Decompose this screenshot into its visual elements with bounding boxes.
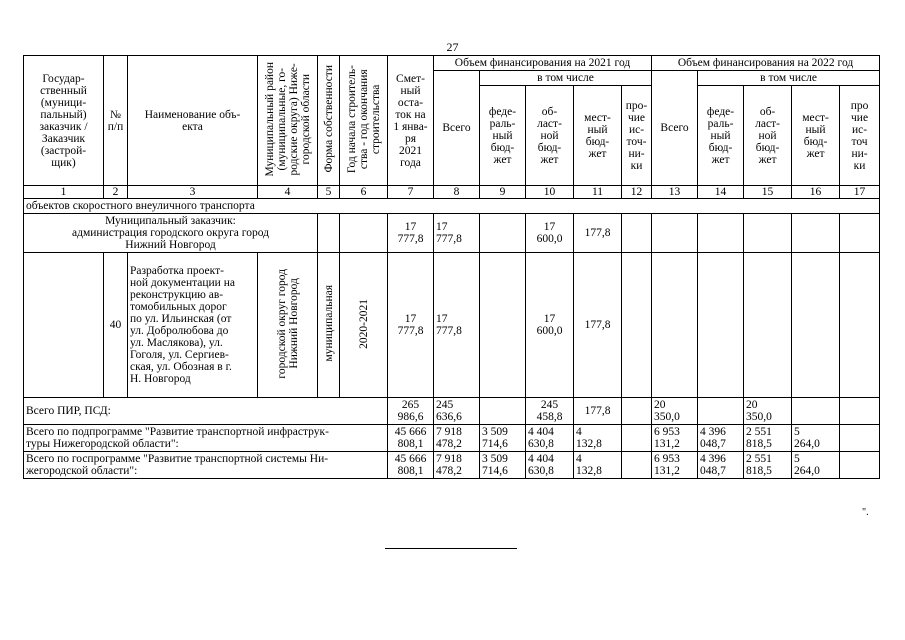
total-gov-label: Всего по госпрограмме "Развитие транспортной системы Ни- жегородской области": [24, 452, 388, 479]
header-customer: Государ- ственный (муници- пальный) заказчик / Заказчик (застрой- щик) [24, 56, 104, 186]
total-sub-regional-2022: 2 551 818,5 [744, 425, 792, 452]
header-federal-2022: феде- раль- ный бюд- жет [698, 86, 744, 186]
col-number: 6 [340, 186, 388, 199]
header-incl-2021: в том числе [480, 71, 652, 86]
customer-local-2021: 177,8 [574, 214, 622, 253]
customer-estimate: 17 777,8 [388, 214, 434, 253]
object-total-2021: 17 777,8 [434, 253, 480, 398]
total-gov-estimate: 45 666 808,1 [388, 452, 434, 479]
header-other-2021: про- чие ис- точ- ни- ки [622, 86, 652, 186]
empty-cell [698, 253, 744, 398]
empty-cell [652, 214, 698, 253]
total-sub-total-2021: 7 918 478,2 [434, 425, 480, 452]
empty-cell [340, 214, 388, 253]
empty-cell [698, 398, 744, 425]
empty-cell [622, 253, 652, 398]
object-district: городской округ город Нижний Новгород [258, 253, 318, 398]
col-number: 2 [104, 186, 128, 199]
col-number: 9 [480, 186, 526, 199]
col-number: 5 [318, 186, 340, 199]
empty-cell [622, 398, 652, 425]
col-number: 15 [744, 186, 792, 199]
object-regional-2021: 17 600,0 [526, 253, 574, 398]
header-fin-2021: Объем финансирования на 2021 год [434, 56, 652, 71]
header-other-2022: про чие ис- точ ни- ки [840, 86, 880, 186]
object-estimate: 17 777,8 [388, 253, 434, 398]
col-number: 1 [24, 186, 104, 199]
total-pir-total-2021: 245 636,6 [434, 398, 480, 425]
total-sub-label: Всего по подпрограмме "Развитие транспортной инфраструк- туры Нижегородской области": [24, 425, 388, 452]
total-gov-regional-2021: 4 404 630,8 [526, 452, 574, 479]
section-title: объектов скоростного внеуличного транспорта [24, 199, 880, 214]
empty-cell [622, 214, 652, 253]
total-gov-federal-2022: 4 396 048,7 [698, 452, 744, 479]
empty-cell [840, 214, 880, 253]
financing-table [23, 55, 880, 479]
object-num: 40 [104, 253, 128, 398]
total-pir-regional-2022: 20 350,0 [744, 398, 792, 425]
header-total-2022: Всего [652, 71, 698, 186]
col-number: 12 [622, 186, 652, 199]
total-pir-total-2022: 20 350,0 [652, 398, 698, 425]
total-gov-total-2022: 6 953 131,2 [652, 452, 698, 479]
customer-total-2021: 17 777,8 [434, 214, 480, 253]
empty-cell [744, 214, 792, 253]
header-federal-2021: феде- раль- ный бюд- жет [480, 86, 526, 186]
header-estimate: Смет- ный оста- ток на 1 янва- ря 2021 года [388, 56, 434, 186]
header-ownership: Форма собственности [318, 56, 340, 186]
total-gov-local-2022: 5 264,0 [792, 452, 840, 479]
empty-cell [24, 253, 104, 398]
header-incl-2022: в том числе [698, 71, 880, 86]
empty-cell [840, 452, 880, 479]
page-number: 27 [446, 40, 459, 54]
object-name: Разработка проект- ной документации на реконструкцию ав- томобильных дорог по ул. Ильинская (от ул. Добролюбова до ул. Маслякова), ул. Гоголя, ул. Сергиев- ская, ул. Обозная в г. Н. Новгород [128, 253, 258, 398]
empty-cell [698, 214, 744, 253]
total-pir-label: Всего ПИР, ПСД: [24, 398, 388, 425]
end-quote-mark: ". [862, 507, 869, 518]
total-sub-federal-2021: 3 509 714,6 [480, 425, 526, 452]
customer-label: Муниципальный заказчик: администрация городского округа город Нижний Новгород [24, 214, 318, 253]
total-gov-federal-2021: 3 509 714,6 [480, 452, 526, 479]
total-gov-local-2021: 4 132,8 [574, 452, 622, 479]
col-number: 11 [574, 186, 622, 199]
col-number: 13 [652, 186, 698, 199]
object-local-2021: 177,8 [574, 253, 622, 398]
object-ownership: муниципальная [318, 253, 340, 398]
empty-cell [318, 214, 340, 253]
total-pir-estimate: 265 986,6 [388, 398, 434, 425]
footer-rule [385, 548, 517, 549]
header-fin-2022: Объем финансирования на 2022 год [652, 56, 880, 71]
empty-cell [744, 253, 792, 398]
total-sub-local-2021: 4 132,8 [574, 425, 622, 452]
empty-cell [840, 425, 880, 452]
total-sub-federal-2022: 4 396 048,7 [698, 425, 744, 452]
header-name: Наименование объ- екта [128, 56, 258, 186]
total-gov-regional-2022: 2 551 818,5 [744, 452, 792, 479]
col-number: 3 [128, 186, 258, 199]
total-pir-regional-2021: 245 458,8 [526, 398, 574, 425]
total-gov-total-2021: 7 918 478,2 [434, 452, 480, 479]
empty-cell [622, 452, 652, 479]
header-district: Муниципальный район (муниципальные, го- родские округа) Ниже- городской области [258, 56, 318, 186]
empty-cell [480, 398, 526, 425]
empty-cell [792, 398, 840, 425]
empty-cell [840, 253, 880, 398]
col-number: 4 [258, 186, 318, 199]
empty-cell [480, 253, 526, 398]
header-regional-2021: об- ласт- ной бюд- жет [526, 86, 574, 186]
col-number: 10 [526, 186, 574, 199]
col-number: 7 [388, 186, 434, 199]
total-sub-regional-2021: 4 404 630,8 [526, 425, 574, 452]
total-sub-estimate: 45 666 808,1 [388, 425, 434, 452]
empty-cell [622, 425, 652, 452]
col-number: 14 [698, 186, 744, 199]
header-num: № п/п [104, 56, 128, 186]
total-pir-local-2021: 177,8 [574, 398, 622, 425]
empty-cell [792, 253, 840, 398]
header-local-2022: мест- ный бюд- жет [792, 86, 840, 186]
empty-cell [840, 398, 880, 425]
empty-cell [480, 214, 526, 253]
empty-cell [652, 253, 698, 398]
header-years: Год начала строитель- ства - год окончания строительства [340, 56, 388, 186]
col-number: 16 [792, 186, 840, 199]
object-years: 2020-2021 [340, 253, 388, 398]
header-local-2021: мест- ный бюд- жет [574, 86, 622, 186]
header-regional-2022: об- ласт- ной бюд- жет [744, 86, 792, 186]
customer-regional-2021: 17 600,0 [526, 214, 574, 253]
total-sub-total-2022: 6 953 131,2 [652, 425, 698, 452]
col-number: 17 [840, 186, 880, 199]
total-sub-local-2022: 5 264,0 [792, 425, 840, 452]
header-total-2021: Всего [434, 71, 480, 186]
col-number: 8 [434, 186, 480, 199]
empty-cell [792, 214, 840, 253]
